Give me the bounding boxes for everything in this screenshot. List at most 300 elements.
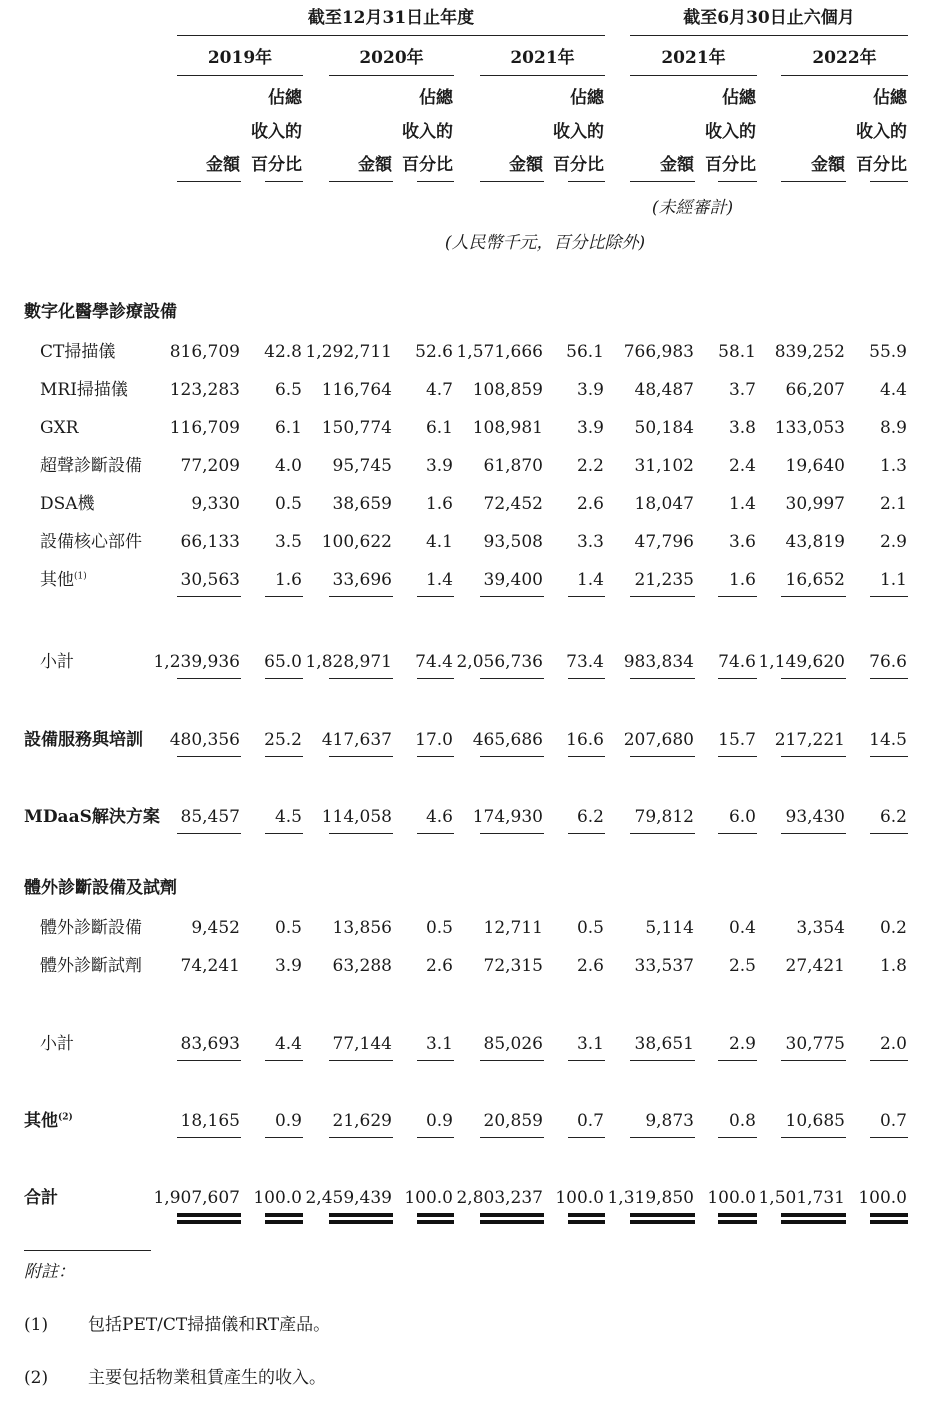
table-row-cell: 1.3: [879, 456, 907, 476]
total-row-cell: 100.0: [858, 1188, 907, 1208]
row-label-text: 超聲診斷設備: [40, 456, 142, 476]
total-double-rule: [718, 1213, 757, 1217]
column-header-rule: [265, 181, 303, 182]
header-group-rule: [177, 35, 605, 36]
others-rule: [630, 1137, 695, 1138]
pct-header-line3: 百分比: [705, 155, 756, 175]
table-row-cell: 63,288: [332, 956, 392, 976]
table-row-label: [40, 342, 115, 362]
table-row-cell: 1.4: [728, 494, 756, 514]
total-double-rule: [177, 1220, 241, 1224]
year-header: 2019年: [207, 48, 273, 68]
table-row-cell: 61,870: [483, 456, 543, 476]
table-row-cell: 95,745: [332, 456, 392, 476]
table-row-cell: 0.5: [425, 918, 453, 938]
row-label-text: 設備核心部件: [40, 532, 142, 552]
subtotal-row-cell: 65.0: [264, 652, 302, 672]
row-label-text: CT掃描儀: [40, 342, 116, 362]
subtotal-bottom-rule: [781, 678, 846, 679]
total-double-rule: [781, 1213, 846, 1217]
table-row-cell: 21,235: [634, 570, 694, 590]
footnote-ref: (2): [58, 1112, 73, 1123]
service-row-cell: 417,637: [321, 730, 392, 750]
service-rule: [329, 756, 393, 757]
table-row-cell: 2.9: [879, 532, 907, 552]
note-text: 包括PET/CT掃描儀和RT產品。: [88, 1315, 331, 1335]
currency-unit-note: (人民幣千元，百分比除外): [444, 233, 646, 253]
column-header-rule: [329, 181, 393, 182]
subtotal-row-cell: 2.0: [879, 1034, 907, 1054]
note-text: 主要包括物業租賃產生的收入。: [88, 1368, 326, 1388]
row-label-total: [24, 1188, 58, 1208]
table-row-cell: 74,241: [180, 956, 240, 976]
subtotal-bottom-rule: [630, 1060, 695, 1061]
total-row-cell: 100.0: [253, 1188, 302, 1208]
table-row-cell: 2.6: [576, 494, 604, 514]
others-row-cell: 20,859: [483, 1111, 543, 1131]
table-row-cell: 100,622: [321, 532, 392, 552]
subtotal-row-cell: 1,149,620: [758, 652, 845, 672]
subtotal-bottom-rule: [568, 678, 605, 679]
subtotal-bottom-rule: [718, 678, 757, 679]
year-header: 2022年: [812, 48, 877, 68]
pct-header-line1: 佔總: [268, 88, 302, 108]
row-label-text: MRI掃描儀: [40, 380, 128, 400]
table-row-cell: 18,047: [634, 494, 694, 514]
table-row-cell: 2.6: [425, 956, 453, 976]
total-row-cell: 1,501,731: [758, 1188, 845, 1208]
header-group-fiscal-year: 截至12月31日止年度: [307, 8, 475, 28]
service-rule: [480, 756, 544, 757]
column-header-rule: [417, 181, 454, 182]
table-row-cell: 93,508: [483, 532, 543, 552]
table-row-cell: 0.5: [274, 918, 302, 938]
total-row-cell: 100.0: [707, 1188, 756, 1208]
table-row-cell: 1.4: [425, 570, 453, 590]
column-header-rule: [781, 181, 846, 182]
pct-header-line1: 佔總: [419, 88, 453, 108]
table-row-label: [40, 570, 87, 590]
table-row-cell: 1,571,666: [456, 342, 543, 362]
mdaas-rule: [329, 833, 393, 834]
table-row-cell: 33,537: [634, 956, 694, 976]
mdaas-rule: [177, 833, 241, 834]
table-row-cell: 8.9: [879, 418, 907, 438]
table-row-cell: 30,997: [785, 494, 845, 514]
row-label-text: 體外診斷試劑: [40, 956, 142, 976]
service-rule: [781, 756, 846, 757]
amount-header: 金額: [660, 155, 694, 175]
service-row-cell: 17.0: [415, 730, 453, 750]
mdaas-rule: [630, 833, 695, 834]
table-row-cell: 72,452: [483, 494, 543, 514]
table-row-cell: 9,452: [191, 918, 240, 938]
table-row-cell: 1.6: [728, 570, 756, 590]
table-row-cell: 116,709: [169, 418, 240, 438]
row-label-text: 體外診斷設備: [40, 918, 142, 938]
table-row-label: [40, 418, 78, 438]
subtotal-row-cell: 73.4: [566, 652, 604, 672]
table-row-cell: 3.3: [576, 532, 604, 552]
table-row-cell: 58.1: [718, 342, 756, 362]
table-row-cell: 77,209: [180, 456, 240, 476]
others-rule: [718, 1137, 757, 1138]
pct-header-line2: 收入的: [402, 122, 453, 142]
table-row-cell: 52.6: [415, 342, 453, 362]
table-row-cell: 4.0: [274, 456, 302, 476]
table-row-cell: 4.7: [425, 380, 453, 400]
table-row-cell: 27,421: [785, 956, 845, 976]
year-header-rule: [480, 75, 605, 76]
total-double-rule: [265, 1213, 303, 1217]
total-row-cell: 100.0: [404, 1188, 453, 1208]
table-row-cell: 3.6: [728, 532, 756, 552]
total-double-rule: [417, 1220, 454, 1224]
notes-heading: 附註：: [24, 1262, 75, 1282]
subtotal-bottom-rule: [870, 678, 908, 679]
total-double-rule: [870, 1220, 908, 1224]
total-double-rule: [630, 1213, 695, 1217]
subtotal-row-cell: 38,651: [634, 1034, 694, 1054]
table-row-cell: 2.5: [728, 956, 756, 976]
table-row-cell: 66,133: [180, 532, 240, 552]
others-rule: [781, 1137, 846, 1138]
others-row-cell: 0.9: [274, 1111, 302, 1131]
table-row-cell: 3.7: [728, 380, 756, 400]
table-row-cell: 6.1: [274, 418, 302, 438]
table-row-cell: 1,292,711: [305, 342, 392, 362]
table-row-cell: 33,696: [332, 570, 392, 590]
subtotal-rule: [781, 596, 846, 597]
section-title-ivd: [24, 878, 177, 898]
service-rule: [177, 756, 241, 757]
table-row-cell: 6.5: [274, 380, 302, 400]
mdaas-row-cell: 93,430: [785, 807, 845, 827]
mdaas-row-cell: 6.2: [576, 807, 604, 827]
row-label-text: MDaaS解決方案: [24, 807, 160, 827]
subtotal-bottom-rule: [177, 678, 241, 679]
subtotal-bottom-rule: [718, 1060, 757, 1061]
service-rule: [870, 756, 908, 757]
others-row-cell: 0.7: [879, 1111, 907, 1131]
amount-header: 金額: [358, 155, 392, 175]
row-label-text: 設備服務與培訓: [24, 730, 143, 750]
table-row-cell: 56.1: [566, 342, 604, 362]
subtotal-bottom-rule: [177, 1060, 241, 1061]
table-row-cell: 4.1: [425, 532, 453, 552]
service-rule: [568, 756, 605, 757]
subtotal-rule: [329, 596, 393, 597]
total-double-rule: [630, 1220, 695, 1224]
pct-header-line3: 百分比: [402, 155, 453, 175]
others-rule: [177, 1137, 241, 1138]
table-row-cell: 43,819: [785, 532, 845, 552]
row-label-text: 其他: [40, 570, 74, 590]
column-header-rule: [630, 181, 695, 182]
table-row-cell: 108,859: [472, 380, 543, 400]
subtotal-row-cell: 83,693: [180, 1034, 240, 1054]
mdaas-row-cell: 6.0: [728, 807, 756, 827]
row-label-text: DSA機: [40, 494, 95, 514]
mdaas-rule: [870, 833, 908, 834]
mdaas-row-cell: 4.6: [425, 807, 453, 827]
row-label-text: 數字化醫學診療設備: [24, 302, 177, 322]
table-row-cell: 12,711: [483, 918, 543, 938]
subtotal-rule: [417, 596, 454, 597]
note-number: (1): [24, 1315, 49, 1335]
section-title-digital: [24, 302, 177, 322]
service-rule: [630, 756, 695, 757]
mdaas-rule: [480, 833, 544, 834]
table-row-cell: 31,102: [634, 456, 694, 476]
others-rule: [329, 1137, 393, 1138]
column-header-rule: [480, 181, 544, 182]
pct-header-line1: 佔總: [873, 88, 907, 108]
subtotal-rule: [568, 596, 605, 597]
total-row-cell: 100.0: [555, 1188, 604, 1208]
subtotal-bottom-rule: [329, 1060, 393, 1061]
subtotal-row-cell: 3.1: [425, 1034, 453, 1054]
subtotal-rule: [177, 596, 241, 597]
subtotal-rule: [630, 596, 695, 597]
total-double-rule: [870, 1213, 908, 1217]
table-row-cell: 116,764: [321, 380, 392, 400]
others-row-cell: 18,165: [180, 1111, 240, 1131]
service-rule: [265, 756, 303, 757]
column-header-rule: [870, 181, 908, 182]
total-double-rule: [329, 1213, 393, 1217]
table-row-cell: 0.4: [728, 918, 756, 938]
table-row-cell: 13,856: [332, 918, 392, 938]
subtotal-bottom-rule: [568, 1060, 605, 1061]
subtotal-bottom-rule: [417, 678, 454, 679]
service-row-cell: 14.5: [869, 730, 907, 750]
year-header-rule: [177, 75, 303, 76]
mdaas-row-cell: 4.5: [274, 807, 302, 827]
service-row-cell: 217,221: [774, 730, 845, 750]
table-row-cell: 66,207: [785, 380, 845, 400]
amount-header: 金額: [509, 155, 543, 175]
table-row-cell: 1.6: [274, 570, 302, 590]
subtotal-rule: [718, 596, 757, 597]
total-double-rule: [718, 1220, 757, 1224]
table-row-cell: 839,252: [774, 342, 845, 362]
mdaas-rule: [781, 833, 846, 834]
table-row-cell: 766,983: [623, 342, 694, 362]
mdaas-rule: [718, 833, 757, 834]
header-group-six-months: 截至6月30日止六個月: [683, 8, 855, 28]
table-row-cell: 150,774: [321, 418, 392, 438]
year-header: 2021年: [661, 48, 726, 68]
amount-header: 金額: [206, 155, 240, 175]
service-row-cell: 207,680: [623, 730, 694, 750]
note-number: (2): [24, 1368, 49, 1388]
subtotal-bottom-rule: [480, 678, 544, 679]
table-row-cell: 50,184: [634, 418, 694, 438]
total-double-rule: [480, 1213, 544, 1217]
table-row-cell: 2.1: [879, 494, 907, 514]
table-row-cell: 123,283: [169, 380, 240, 400]
table-row-cell: 3.8: [728, 418, 756, 438]
pct-header-line2: 收入的: [705, 122, 756, 142]
subtotal-row-cell: 74.6: [718, 652, 756, 672]
table-row-cell: 55.9: [869, 342, 907, 362]
subtotal-row-cell: 1,239,936: [153, 652, 240, 672]
subtotal-row-cell: 76.6: [869, 652, 907, 672]
total-row-cell: 2,459,439: [305, 1188, 392, 1208]
table-row-cell: 3.9: [274, 956, 302, 976]
subtotal-rule: [480, 596, 544, 597]
subtotal-bottom-rule: [781, 1060, 846, 1061]
service-row-cell: 25.2: [264, 730, 302, 750]
table-row-cell: 3.9: [576, 380, 604, 400]
table-row-cell: 16,652: [785, 570, 845, 590]
pct-header-line3: 百分比: [856, 155, 907, 175]
others-rule: [265, 1137, 303, 1138]
table-row-cell: 0.5: [576, 918, 604, 938]
subtotal-row-cell: 2,056,736: [456, 652, 543, 672]
table-row-cell: 2.4: [728, 456, 756, 476]
table-row-cell: 30,563: [180, 570, 240, 590]
total-row-cell: 2,803,237: [456, 1188, 543, 1208]
others-row-cell: 0.7: [576, 1111, 604, 1131]
service-row-cell: 16.6: [566, 730, 604, 750]
mdaas-row-cell: 114,058: [321, 807, 392, 827]
subtotal-row-cell: 77,144: [332, 1034, 392, 1054]
year-header-rule: [329, 75, 454, 76]
row-label-text: 合計: [24, 1188, 58, 1208]
year-header-rule: [630, 75, 757, 76]
subtotal-bottom-rule: [630, 678, 695, 679]
table-row-cell: 3.9: [425, 456, 453, 476]
row-label-others: [24, 1111, 73, 1131]
subtotal-rule: [870, 596, 908, 597]
table-row-cell: 4.4: [879, 380, 907, 400]
subtotal-row-cell: 2.9: [728, 1034, 756, 1054]
pct-header-line2: 收入的: [553, 122, 604, 142]
subtotal-row-cell: 74.4: [415, 652, 453, 672]
subtotal-row-cell: 30,775: [785, 1034, 845, 1054]
row-label-text: 其他: [24, 1111, 58, 1131]
row-label-text: 小計: [40, 652, 74, 672]
subtotal-bottom-rule: [265, 678, 303, 679]
row-label-text: GXR: [40, 418, 79, 438]
table-row-cell: 2.6: [576, 956, 604, 976]
subtotal-bottom-rule: [329, 678, 393, 679]
others-row-cell: 21,629: [332, 1111, 392, 1131]
others-row-cell: 10,685: [785, 1111, 845, 1131]
table-row-cell: 1.8: [879, 956, 907, 976]
pct-header-line3: 百分比: [553, 155, 604, 175]
table-row-cell: 6.1: [425, 418, 453, 438]
subtotal-bottom-rule: [480, 1060, 544, 1061]
total-double-rule: [329, 1220, 393, 1224]
others-row-cell: 0.9: [425, 1111, 453, 1131]
column-header-rule: [568, 181, 605, 182]
others-rule: [568, 1137, 605, 1138]
total-double-rule: [177, 1213, 241, 1217]
total-double-rule: [265, 1220, 303, 1224]
table-row-cell: 133,053: [774, 418, 845, 438]
total-double-rule: [781, 1220, 846, 1224]
table-row-cell: 5,114: [645, 918, 694, 938]
mdaas-row-cell: 85,457: [180, 807, 240, 827]
subtotal-rule: [265, 596, 303, 597]
table-row-cell: 2.2: [576, 456, 604, 476]
total-double-rule: [568, 1220, 605, 1224]
subtotal-bottom-rule: [265, 1060, 303, 1061]
total-double-rule: [480, 1220, 544, 1224]
service-row-cell: 465,686: [472, 730, 543, 750]
others-row-cell: 0.8: [728, 1111, 756, 1131]
header-group-rule: [630, 35, 908, 36]
subtotal-row-cell: 983,834: [623, 652, 694, 672]
others-rule: [480, 1137, 544, 1138]
subtotal-row-cell: 4.4: [274, 1034, 302, 1054]
column-header-rule: [718, 181, 757, 182]
subtotal-label-digital: [40, 652, 74, 672]
table-row-cell: 1.1: [879, 570, 907, 590]
total-double-rule: [568, 1213, 605, 1217]
mdaas-row-cell: 79,812: [634, 807, 694, 827]
others-rule: [417, 1137, 454, 1138]
subtotal-row-cell: 85,026: [483, 1034, 543, 1054]
pct-header-line2: 收入的: [856, 122, 907, 142]
pct-header-line2: 收入的: [251, 122, 302, 142]
footnote-ref: (1): [74, 571, 87, 582]
table-row-cell: 3.9: [576, 418, 604, 438]
mdaas-row-cell: 6.2: [879, 807, 907, 827]
service-row-cell: 480,356: [169, 730, 240, 750]
table-row-cell: 38,659: [332, 494, 392, 514]
table-row-cell: 1.4: [576, 570, 604, 590]
subtotal-label-ivd: [40, 1034, 74, 1054]
table-row-label: [40, 494, 95, 514]
table-row-cell: 816,709: [169, 342, 240, 362]
subtotal-bottom-rule: [870, 1060, 908, 1061]
table-row-cell: 47,796: [634, 532, 694, 552]
table-row-cell: 108,981: [472, 418, 543, 438]
mdaas-rule: [265, 833, 303, 834]
others-row-cell: 9,873: [645, 1111, 694, 1131]
table-row-cell: 72,315: [483, 956, 543, 976]
pct-header-line3: 百分比: [251, 155, 302, 175]
service-row-cell: 15.7: [718, 730, 756, 750]
year-header-rule: [781, 75, 908, 76]
amount-header: 金額: [811, 155, 845, 175]
year-header: 2020年: [359, 48, 424, 68]
table-row-cell: 19,640: [785, 456, 845, 476]
total-row-cell: 1,907,607: [153, 1188, 240, 1208]
row-label-text: 體外診斷設備及試劑: [24, 878, 177, 898]
mdaas-rule: [568, 833, 605, 834]
table-row-cell: 1.6: [425, 494, 453, 514]
column-header-rule: [177, 181, 241, 182]
mdaas-row-cell: 174,930: [472, 807, 543, 827]
mdaas-rule: [417, 833, 454, 834]
service-rule: [718, 756, 757, 757]
table-row-cell: 0.2: [879, 918, 907, 938]
subtotal-row-cell: 3.1: [576, 1034, 604, 1054]
notes-rule: [24, 1250, 151, 1251]
subtotal-bottom-rule: [417, 1060, 454, 1061]
year-header: 2021年: [510, 48, 575, 68]
pct-header-line1: 佔總: [570, 88, 604, 108]
table-row-cell: 0.5: [274, 494, 302, 514]
unaudited-note: (未經審計): [651, 198, 734, 218]
table-row-cell: 9,330: [191, 494, 240, 514]
table-row-cell: 3.5: [274, 532, 302, 552]
